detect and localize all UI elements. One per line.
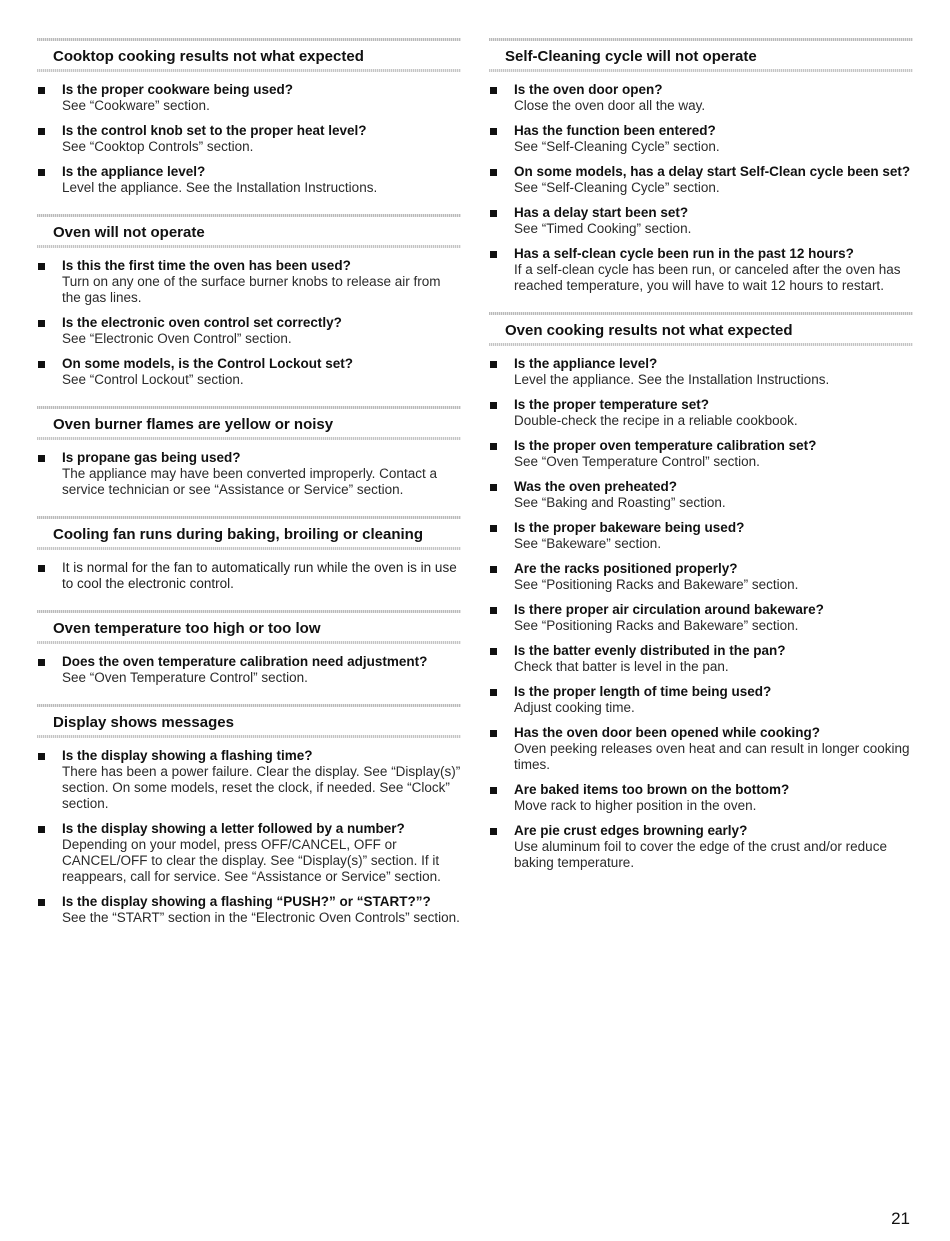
- square-bullet-icon: [38, 826, 45, 833]
- answer-text: Depending on your model, press OFF/CANCEL, OFF or CANCEL/OFF to clear the display. See “Display(s)” section. If it reappears, call for service. See “Assistance or Service” section.: [62, 837, 441, 884]
- question-text: Does the oven temperature calibration need adjustment?: [62, 654, 428, 669]
- list-item: [37, 894, 461, 926]
- square-bullet-icon: [490, 525, 497, 532]
- square-bullet-icon: [490, 607, 497, 614]
- list-item: [489, 82, 913, 114]
- section-title: Oven temperature too high or too low: [53, 620, 321, 637]
- answer-text: Check that batter is level in the pan.: [514, 659, 729, 674]
- answer-text: See “Oven Temperature Control” section.: [514, 454, 760, 469]
- list-item: [489, 479, 913, 511]
- question-text: Is the proper length of time being used?: [514, 684, 772, 699]
- question-text: Are the racks positioned properly?: [514, 561, 738, 576]
- list-item: [37, 654, 461, 686]
- section-header: [37, 406, 461, 440]
- question-list: [37, 450, 461, 498]
- question-text: Is the display showing a letter followed by a number?: [62, 821, 405, 836]
- square-bullet-icon: [490, 128, 497, 135]
- section-oven-temperature-too-high-or-too-low: [37, 610, 461, 686]
- answer-text: There has been a power failure. Clear the display. See “Display(s)” section. On some models, reset the clock, if needed. See “Clock” section.: [62, 764, 461, 811]
- square-bullet-icon: [38, 899, 45, 906]
- list-item: [489, 246, 913, 294]
- question-text: Is the appliance level?: [62, 164, 206, 179]
- answer-text: See “Control Lockout” section.: [62, 372, 244, 387]
- question-text: Has a self-clean cycle been run in the past 12 hours?: [514, 246, 854, 261]
- list-item: [37, 315, 461, 347]
- section-header: [489, 312, 913, 346]
- section-header: [37, 516, 461, 550]
- answer-text: See “Cookware” section.: [62, 98, 210, 113]
- question-text: Is propane gas being used?: [62, 450, 241, 465]
- list-item: [489, 520, 913, 552]
- answer-text: See “Positioning Racks and Bakeware” section.: [514, 618, 799, 633]
- question-text: Is the proper temperature set?: [514, 397, 710, 412]
- square-bullet-icon: [38, 169, 45, 176]
- square-bullet-icon: [38, 565, 45, 572]
- section-oven-cooking-results-not-what-expected: [489, 312, 913, 871]
- question-text: Is the oven door open?: [514, 82, 663, 97]
- section-display-shows-messages: [37, 704, 461, 926]
- question-list: [37, 654, 461, 686]
- question-text: On some models, has a delay start Self-Clean cycle been set?: [514, 164, 911, 179]
- question-text: Is the batter evenly distributed in the pan?: [514, 643, 786, 658]
- answer-text: See “Timed Cooking” section.: [514, 221, 692, 236]
- square-bullet-icon: [38, 659, 45, 666]
- square-bullet-icon: [38, 87, 45, 94]
- section-oven-burner-flames-are-yellow-or-noisy: [37, 406, 461, 498]
- question-text: Is there proper air circulation around bakeware?: [514, 602, 824, 617]
- section-self-cleaning-cycle-will-not-operate: [489, 38, 913, 294]
- list-item: [489, 561, 913, 593]
- list-item: [37, 450, 461, 498]
- answer-text: See “Cooktop Controls” section.: [62, 139, 254, 154]
- question-text: Is the control knob set to the proper heat level?: [62, 123, 367, 138]
- list-item: [37, 748, 461, 812]
- question-text: On some models, is the Control Lockout set?: [62, 356, 354, 371]
- section-title: Oven cooking results not what expected: [505, 322, 793, 339]
- square-bullet-icon: [38, 128, 45, 135]
- list-item: [37, 258, 461, 306]
- section-header: [37, 704, 461, 738]
- answer-text: If a self-clean cycle has been run, or canceled after the oven has reached temperature, you will have to wait 12 hours to restart.: [514, 262, 901, 293]
- question-text: Has a delay start been set?: [514, 205, 689, 220]
- square-bullet-icon: [490, 210, 497, 217]
- section-header: [37, 38, 461, 72]
- square-bullet-icon: [490, 443, 497, 450]
- section-title: Display shows messages: [53, 714, 234, 731]
- section-title: Oven will not operate: [53, 224, 205, 241]
- answer-text: See “Positioning Racks and Bakeware” section.: [514, 577, 799, 592]
- square-bullet-icon: [490, 730, 497, 737]
- section-header: [489, 38, 913, 72]
- right-column: [489, 38, 913, 889]
- square-bullet-icon: [490, 402, 497, 409]
- question-list: [37, 748, 461, 926]
- answer-text: See “Oven Temperature Control” section.: [62, 670, 308, 685]
- square-bullet-icon: [490, 251, 497, 258]
- list-item: [489, 823, 913, 871]
- square-bullet-icon: [490, 566, 497, 573]
- section-header: [37, 610, 461, 644]
- list-item: [489, 123, 913, 155]
- section-header: [37, 214, 461, 248]
- list-item: [37, 82, 461, 114]
- question-list: [37, 82, 461, 196]
- page-number: 21: [891, 1209, 910, 1228]
- section-title: Cooktop cooking results not what expected: [53, 48, 364, 65]
- list-item: [489, 205, 913, 237]
- list-item: [489, 684, 913, 716]
- square-bullet-icon: [490, 787, 497, 794]
- list-item: [489, 782, 913, 814]
- list-item: [489, 438, 913, 470]
- answer-text: See “Self-Cleaning Cycle” section.: [514, 180, 720, 195]
- question-list: [37, 258, 461, 388]
- question-text: Is the proper bakeware being used?: [514, 520, 745, 535]
- left-column: [37, 38, 461, 944]
- answer-text: Oven peeking releases oven heat and can result in longer cooking times.: [514, 741, 910, 772]
- question-text: Are pie crust edges browning early?: [514, 823, 748, 838]
- section-cooktop-cooking-results-not-what-expected: [37, 38, 461, 196]
- section-oven-will-not-operate: [37, 214, 461, 388]
- square-bullet-icon: [38, 753, 45, 760]
- answer-text: Close the oven door all the way.: [514, 98, 706, 113]
- answer-text: The appliance may have been converted improperly. Contact a service technician or see “Assistance or Service” section.: [62, 466, 437, 497]
- question-text: Has the function been entered?: [514, 123, 716, 138]
- answer-text: See “Baking and Roasting” section.: [514, 495, 726, 510]
- square-bullet-icon: [490, 828, 497, 835]
- list-item: [489, 643, 913, 675]
- list-item: [37, 560, 461, 592]
- square-bullet-icon: [490, 484, 497, 491]
- question-text: Is the electronic oven control set correctly?: [62, 315, 342, 330]
- question-list: [37, 560, 461, 592]
- list-item: [489, 356, 913, 388]
- section-title: Oven burner flames are yellow or noisy: [53, 416, 334, 433]
- question-text: Is the display showing a flashing “PUSH?” or “START?”?: [62, 894, 431, 909]
- question-text: Was the oven preheated?: [514, 479, 678, 494]
- list-item: [37, 356, 461, 388]
- answer-text: Level the appliance. See the Installation Instructions.: [514, 372, 830, 387]
- question-text: Is the proper cookware being used?: [62, 82, 294, 97]
- answer-text: It is normal for the fan to automatically run while the oven is in use to cool the electronic control.: [62, 560, 457, 591]
- list-item: [489, 725, 913, 773]
- square-bullet-icon: [490, 689, 497, 696]
- list-item: [37, 123, 461, 155]
- answer-text: See the “START” section in the “Electronic Oven Controls” section.: [62, 910, 460, 925]
- square-bullet-icon: [38, 455, 45, 462]
- answer-text: See “Bakeware” section.: [514, 536, 662, 551]
- question-text: Has the oven door been opened while cooking?: [514, 725, 821, 740]
- square-bullet-icon: [490, 361, 497, 368]
- question-text: Are baked items too brown on the bottom?: [514, 782, 790, 797]
- list-item: [37, 821, 461, 885]
- list-item: [489, 164, 913, 196]
- question-text: Is this the first time the oven has been used?: [62, 258, 351, 273]
- question-list: [489, 82, 913, 294]
- answer-text: Adjust cooking time.: [514, 700, 635, 715]
- square-bullet-icon: [490, 87, 497, 94]
- question-text: Is the display showing a flashing time?: [62, 748, 313, 763]
- square-bullet-icon: [38, 263, 45, 270]
- square-bullet-icon: [490, 169, 497, 176]
- list-item: [37, 164, 461, 196]
- question-list: [489, 356, 913, 871]
- list-item: [489, 602, 913, 634]
- answer-text: Double-check the recipe in a reliable cookbook.: [514, 413, 798, 428]
- answer-text: Level the appliance. See the Installation Instructions.: [62, 180, 378, 195]
- answer-text: See “Electronic Oven Control” section.: [62, 331, 292, 346]
- question-text: Is the proper oven temperature calibration set?: [514, 438, 817, 453]
- square-bullet-icon: [38, 320, 45, 327]
- list-item: [489, 397, 913, 429]
- square-bullet-icon: [490, 648, 497, 655]
- section-title: Self-Cleaning cycle will not operate: [505, 48, 757, 65]
- section-cooling-fan-runs-during-baking-broiling-or-cleaning: [37, 516, 461, 592]
- answer-text: Use aluminum foil to cover the edge of the crust and/or reduce baking temperature.: [514, 839, 887, 870]
- answer-text: See “Self-Cleaning Cycle” section.: [514, 139, 720, 154]
- answer-text: Turn on any one of the surface burner knobs to release air from the gas lines.: [62, 274, 441, 305]
- question-text: Is the appliance level?: [514, 356, 658, 371]
- section-title: Cooling fan runs during baking, broiling or cleaning: [53, 526, 423, 543]
- square-bullet-icon: [38, 361, 45, 368]
- answer-text: Move rack to higher position in the oven.: [514, 798, 757, 813]
